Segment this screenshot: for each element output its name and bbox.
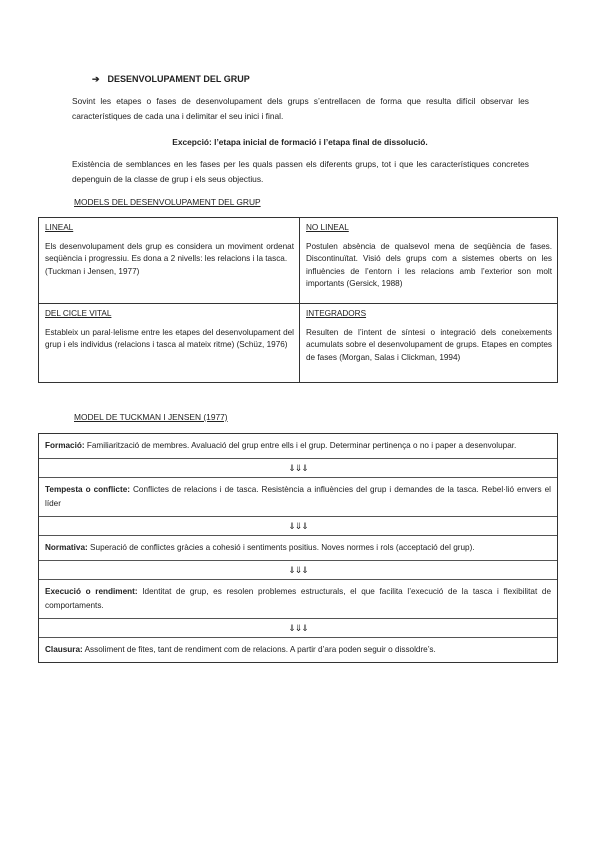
down-arrows-icon: ⇓⇓⇓ [39, 619, 557, 638]
stage-name: Normativa: [45, 543, 88, 552]
stage-text: Conflictes de relacions i de tasca. Resistència a influències del grup i demandes de la tasca. Rebel·lió envers el líder [45, 485, 551, 508]
stage-name: Tempesta o conflicte: [45, 485, 130, 494]
models-title: MODELS DEL DESENVOLUPAMENT DEL GRUP [74, 197, 261, 207]
stage-text: Superació de conflictes gràcies a cohesió i sentiments positius. Noves normes i rols (acceptació del grup). [87, 543, 475, 552]
model-text: Estableix un paral·lelisme entre les etapes del desenvolupament del grup i els individus (relacions i tasca al mateix ritme) (Schüz, 1976) [45, 327, 294, 349]
model-ref: (Tuckman i Jensen, 1977) [45, 266, 140, 276]
heading-title: DESENVOLUPAMENT DEL GRUP [107, 74, 250, 84]
stage-name: Clausura: [45, 645, 83, 654]
existence-paragraph: Existència de semblances en les fases per les quals passen els diferents grups, tot i que les característiques concretes depenguin de la classe de grup i els seus objectius. [72, 159, 529, 184]
stage-text: Identitat de grup, es resolen problemes estructurals, el que facilita l’execució de la tasca i flexibilitat de comportaments. [45, 587, 551, 610]
exception-line: Excepció: l’etapa inicial de formació i l’etapa final de dissolució. [172, 137, 428, 147]
stage-name: Execució o rendiment: [45, 587, 138, 596]
model-text: Postulen absència de qualsevol mena de seqüència de fases. Discontinuïtat. Visió dels grups com a sistemes oberts on les influències de l’entorn i les relacions amb l’exterior son molt importants (Gersick, 1988) [306, 241, 552, 288]
stage-name: Formació: [45, 441, 85, 450]
section-heading [92, 74, 250, 85]
down-arrows-icon: ⇓⇓⇓ [39, 517, 557, 536]
model-cell-integradors [299, 304, 557, 382]
down-arrows-icon: ⇓⇓⇓ [39, 561, 557, 580]
stage-row [39, 638, 557, 662]
model-cell-lineal [39, 218, 299, 304]
stage-row [39, 478, 557, 517]
model-text: Els desenvolupament dels grup es considera un moviment ordenat seqüència i progressiu. Es dona a 2 nivells: les relacions i la tasca. [45, 241, 294, 263]
model-title: DEL CICLE VITAL [45, 309, 112, 318]
stage-row [39, 434, 557, 459]
models-table [38, 217, 558, 383]
model-title: INTEGRADORS [306, 309, 367, 318]
model-title: LINEAL [45, 223, 74, 232]
model-cell-cicle-vital [39, 304, 299, 382]
intro-paragraph: Sovint les etapes o fases de desenvolupament dels grups s’entrellacen de forma que resulta difícil observar les característiques de cada una i delimitar el seu inici i final. [72, 96, 529, 121]
stage-row [39, 580, 557, 619]
model-cell-no-lineal [299, 218, 557, 304]
stage-row [39, 536, 557, 561]
tuckman-table [38, 433, 558, 663]
down-arrows-icon: ⇓⇓⇓ [39, 459, 557, 478]
stage-text: Assoliment de fites, tant de rendiment com de relacions. A partir d’ara poden seguir o dissoldre’s. [82, 645, 436, 654]
stage-text: Familiarització de membres. Avaluació del grup entre ells i el grup. Determinar pertinença o no i paper a desenvolupar. [84, 441, 517, 450]
tuckman-title: MODEL DE TUCKMAN I JENSEN (1977) [74, 412, 228, 422]
model-text: Resulten de l’intent de síntesi o integració dels coneixements acumulats sobre el desenvolupament de grups. Etapes en comptes de fases (Morgan, Salas i Clickman, 1994) [306, 327, 552, 362]
model-title: NO LINEAL [306, 223, 349, 232]
arrow-right-icon: ➔ [92, 74, 100, 84]
